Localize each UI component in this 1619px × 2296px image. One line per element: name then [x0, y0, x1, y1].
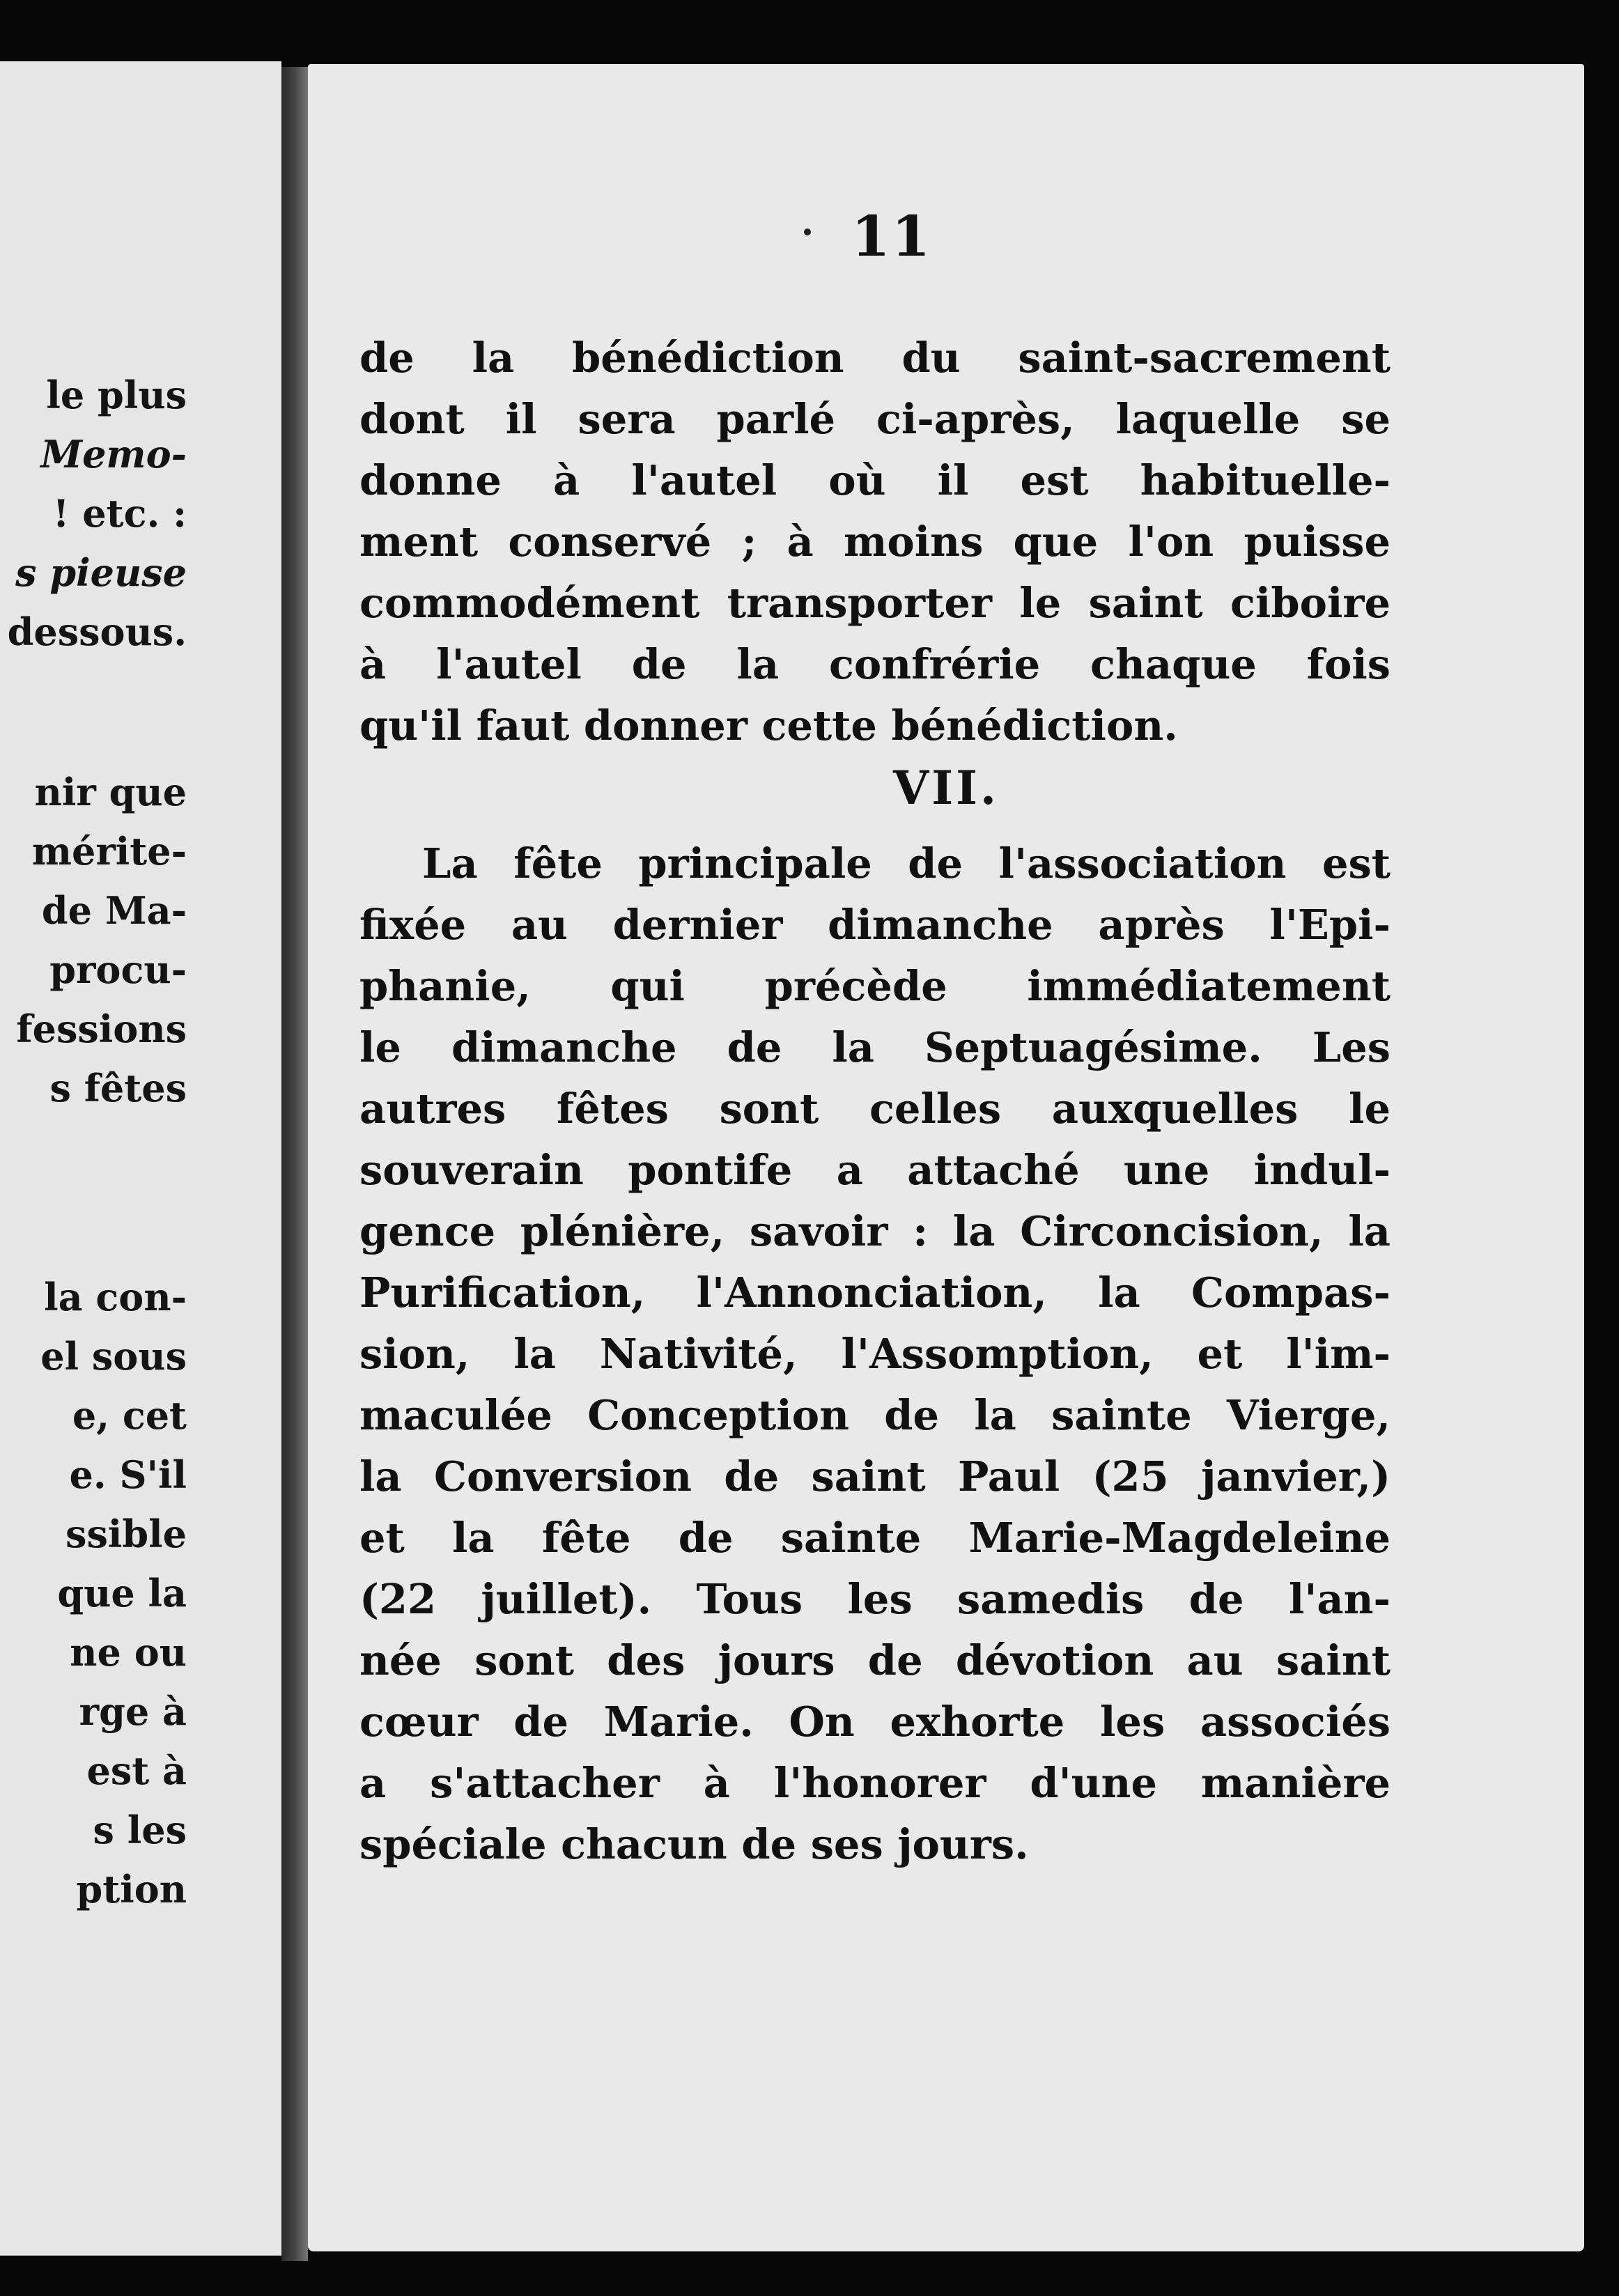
left-line: s pieuse: [15, 550, 187, 595]
left-line: ! etc. :: [52, 491, 187, 536]
text-line: maculée Conception de la sainte Vierge,: [359, 1391, 1391, 1439]
left-line: mérite-: [31, 829, 187, 874]
left-line: Memo-: [40, 432, 187, 476]
page-mark-dot: [804, 228, 811, 235]
left-line: ssible: [65, 1512, 187, 1556]
left-line: le plus: [46, 373, 187, 417]
text-line: à l'autel de la confrérie chaque fois: [359, 640, 1391, 688]
text-line: commodément transporter le saint ciboire: [359, 579, 1391, 627]
section-heading: VII.: [893, 761, 999, 815]
left-line: nir que: [34, 770, 187, 814]
text-line: le dimanche de la Septuagésime. Les: [359, 1023, 1391, 1071]
text-line: cœur de Marie. On exhorte les associés: [359, 1698, 1391, 1746]
text-line: la Conversion de saint Paul (25 janvier,): [359, 1452, 1391, 1500]
text-line: de la bénédiction du saint-sacrement: [359, 334, 1391, 382]
text-line: a s'attacher à l'honorer d'une manière: [359, 1759, 1391, 1807]
left-line: s les: [93, 1808, 187, 1852]
text-line: La fête principale de l'association est: [422, 839, 1391, 887]
left-line: dessous.: [7, 610, 187, 654]
left-line: fessions: [16, 1007, 187, 1051]
left-line: e. S'il: [69, 1452, 187, 1497]
right-page: [308, 64, 1584, 2251]
left-line: ption: [76, 1867, 187, 1911]
left-line: ne ou: [70, 1630, 187, 1675]
left-line: que la: [57, 1571, 187, 1615]
left-line: est à: [86, 1748, 187, 1793]
left-line: rge à: [79, 1689, 187, 1734]
left-line: el sous: [40, 1334, 187, 1379]
left-line: la con-: [44, 1275, 187, 1319]
left-line: de Ma-: [41, 888, 187, 933]
text-line: Purification, l'Annonciation, la Compas-: [359, 1269, 1391, 1317]
text-line: gence plénière, savoir : la Circoncision, la: [359, 1207, 1391, 1255]
text-line: sion, la Nativité, l'Assomption, et l'im-: [359, 1330, 1391, 1378]
text-line: qu'il faut donner cette bénédiction.: [359, 701, 1178, 750]
book-gutter: [281, 67, 308, 2261]
text-line: spéciale chacun de ses jours.: [359, 1820, 1029, 1868]
left-line: s fêtes: [49, 1066, 187, 1110]
text-line: souverain pontife a attaché une indul-: [359, 1146, 1391, 1194]
text-line: née sont des jours de dévotion au saint: [359, 1636, 1391, 1684]
page-number: 11: [851, 203, 932, 269]
text-line: dont il sera parlé ci-après, laquelle se: [359, 395, 1391, 443]
text-line: donne à l'autel où il est habituelle-: [359, 456, 1391, 504]
text-line: autres fêtes sont celles auxquelles le: [359, 1085, 1391, 1133]
text-line: fixée au dernier dimanche après l'Epi-: [359, 901, 1391, 949]
left-line: procu-: [49, 947, 187, 992]
text-line: et la fête de sainte Marie-Magdeleine: [359, 1514, 1391, 1562]
left-page: [0, 61, 281, 2256]
text-line: phanie, qui précède immédiatement: [359, 962, 1391, 1010]
left-line: e, cet: [72, 1393, 187, 1438]
text-line: (22 juillet). Tous les samedis de l'an-: [359, 1575, 1391, 1623]
text-line: ment conservé ; à moins que l'on puisse: [359, 518, 1391, 566]
